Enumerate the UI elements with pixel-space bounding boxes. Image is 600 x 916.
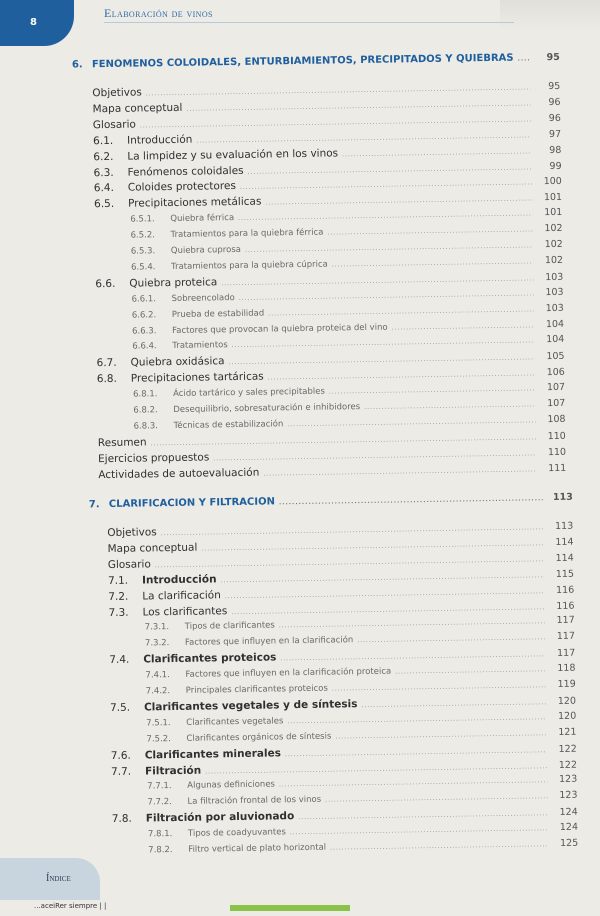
entry-title: Principales clarificantes proteicos — [185, 683, 328, 696]
entry-title: La filtración frontal de los vinos — [187, 795, 322, 808]
entry-title: Filtración por aluvionado — [145, 810, 295, 825]
entry-title: Tratamientos para la quiebra férrica — [170, 227, 324, 241]
toc-subentry[interactable] — [148, 838, 578, 856]
entry-number: 6.2. — [93, 150, 114, 163]
toc-subentry[interactable] — [145, 615, 575, 633]
toc-subentry[interactable] — [147, 774, 577, 792]
toc-subentry[interactable] — [133, 382, 565, 400]
entry-number: 7.3. — [108, 606, 129, 619]
entry-number: 6.6.1. — [131, 293, 157, 305]
entry-number: 7.8.2. — [148, 845, 173, 856]
entry-title: Actividades de autoevaluación — [98, 466, 260, 481]
entry-page: 118 — [557, 662, 576, 675]
leader-dots — [140, 116, 531, 129]
running-header: Elaboración de vinos — [104, 6, 213, 20]
leader-dots — [240, 180, 532, 192]
leader-dots — [361, 699, 546, 709]
entry-title: Desequilibrio, sobresaturación e inhibidores — [173, 402, 361, 415]
entry-title: Tipos de clarificantes — [184, 620, 275, 633]
entry-title: Mapa conceptual — [92, 101, 183, 116]
entry-title: Fenómenos coloidales — [127, 164, 244, 179]
leader-dots — [238, 211, 532, 223]
leader-dots — [225, 588, 544, 600]
leader-dots — [239, 290, 534, 302]
entry-title: Sobreencolado — [171, 292, 235, 304]
entry-number: 6.8.3. — [133, 421, 159, 432]
entry-number: 6.8.2. — [133, 405, 158, 416]
toc-subentry[interactable] — [131, 239, 563, 257]
leader-dots — [280, 651, 545, 662]
entry-title: La clarificación — [142, 588, 221, 603]
toc-subentry[interactable] — [131, 255, 563, 273]
entry-page: 123 — [559, 789, 578, 802]
entry-title: Clarificantes vegetales — [186, 716, 284, 728]
entry-title: Quiebra proteica — [129, 276, 218, 290]
leader-dots — [146, 84, 531, 97]
entry-number: 7.4.2. — [145, 686, 171, 697]
entry-page: 102 — [544, 222, 563, 235]
entry-number: 6.7. — [96, 357, 117, 370]
leader-dots — [329, 385, 535, 395]
entry-title: Quiebra oxidásica — [130, 355, 225, 369]
entry-number: 6.6.4. — [132, 341, 157, 353]
entry-title: Prueba de estabilidad — [171, 308, 265, 320]
leader-dots — [298, 810, 548, 821]
entry-page: 124 — [559, 806, 578, 819]
entry-title: Factores que provocan la quiebra proteica del vino — [172, 322, 388, 336]
leader-dots — [205, 763, 547, 775]
entry-number: 7.2. — [108, 590, 129, 603]
entry-page: 102 — [544, 254, 564, 267]
toc-subentry[interactable] — [134, 414, 566, 432]
entry-title: Glosario — [107, 558, 151, 571]
entry-title: Introducción — [127, 133, 193, 147]
bottom-strip — [230, 905, 350, 911]
entry-number: 6.4. — [93, 182, 115, 195]
entry-page: 97 — [548, 128, 562, 140]
entry-title: Tratamientos para la quiebra cúprica — [171, 259, 328, 272]
entry-number: 6.3. — [93, 166, 114, 179]
entry-number: 7.7. — [110, 765, 132, 778]
entry-page: 121 — [558, 726, 577, 738]
entry-page: 104 — [545, 318, 565, 330]
toc-entry[interactable] — [98, 461, 566, 480]
entry-number: 7.8. — [111, 812, 132, 826]
entry-title: Clarificantes vegetales y de síntesis — [143, 698, 358, 714]
entry-number: 6.5. — [94, 198, 115, 211]
entry-number: 7.5.2. — [146, 733, 171, 745]
entry-title: Quiebra férrica — [170, 213, 235, 225]
entry-number: 7.4.1. — [145, 670, 170, 681]
entry-page: 117 — [556, 631, 576, 643]
entry-title: Factores que influyen en la clarificación — [184, 635, 354, 649]
leader-dots — [287, 417, 535, 428]
leader-dots — [279, 495, 543, 506]
leader-dots — [186, 100, 530, 112]
entry-number: 6.6.3. — [132, 325, 157, 337]
entry-title: Coloides protectores — [127, 180, 236, 195]
leader-dots — [395, 666, 545, 675]
chapter-heading[interactable] — [72, 52, 560, 71]
leader-dots — [265, 196, 532, 207]
entry-title: Clarificantes proteicos — [143, 651, 277, 666]
entry-page: 110 — [547, 430, 566, 442]
leader-dots — [248, 164, 532, 175]
leader-dots — [161, 524, 544, 537]
leader-dots — [392, 322, 535, 331]
entry-title: Algunas definiciones — [187, 779, 276, 792]
leader-dots — [290, 825, 548, 836]
leader-dots — [364, 401, 535, 411]
entry-number: 6.5.2. — [130, 230, 156, 241]
entry-title: Clarificantes minerales — [144, 746, 282, 762]
toc-subentry[interactable] — [131, 223, 563, 241]
leader-dots — [231, 604, 544, 616]
toc-subentry[interactable] — [148, 822, 578, 840]
entry-page: 114 — [555, 552, 574, 564]
entry-page: 105 — [546, 351, 565, 363]
entry-page: 96 — [548, 112, 561, 124]
entry-number: 7.1. — [107, 574, 129, 587]
chapter-heading[interactable] — [89, 492, 573, 511]
chapter-title: FENÓMENOS COLOIDALES, ENTURBIAMIENTOS, PRECIPITADOS Y QUIEBRAS — [91, 52, 514, 71]
entry-number: 6.8.1. — [133, 389, 158, 400]
entry-page: 116 — [556, 584, 575, 596]
entry-number: 7.5.1. — [146, 717, 171, 729]
page-number: 8 — [30, 17, 37, 28]
leader-dots — [287, 714, 546, 725]
leader-dots — [330, 841, 548, 851]
entry-title: Filtración — [144, 764, 202, 777]
entry-title: Los clarificantes — [142, 604, 228, 618]
entry-title: Objetivos — [107, 526, 157, 540]
entry-page: 113 — [555, 520, 574, 533]
toc-subentry[interactable] — [145, 631, 575, 649]
index-tab[interactable] — [0, 858, 100, 900]
chapter-page: 95 — [546, 51, 560, 64]
entry-page: 116 — [556, 600, 575, 612]
entry-page: 108 — [547, 413, 566, 426]
toc-subentry[interactable] — [132, 287, 564, 305]
entry-page: 115 — [555, 568, 575, 580]
entry-number: 6.5.4. — [131, 262, 156, 273]
entry-page: 96 — [548, 96, 561, 108]
leader-dots — [221, 275, 533, 287]
toc-subentry[interactable] — [133, 398, 565, 416]
entry-page: 103 — [545, 286, 564, 298]
entry-page: 119 — [557, 678, 576, 690]
leader-dots — [327, 226, 532, 236]
entry-page: 117 — [557, 647, 576, 660]
entry-page: 114 — [555, 536, 574, 548]
entry-title: Precipitaciones metálicas — [128, 195, 262, 210]
entry-page: 95 — [548, 80, 561, 93]
entry-page: 103 — [545, 302, 564, 314]
entry-page: 111 — [548, 462, 567, 474]
entry-number: 7.3.2. — [144, 638, 170, 649]
toc-subentry[interactable] — [146, 679, 576, 697]
entry-number: 7.7.1. — [147, 781, 172, 792]
leader-dots — [332, 682, 546, 692]
bottom-text: ...aceiRer siempre | | — [34, 902, 107, 910]
entry-title: Ejercicios propuestos — [98, 451, 210, 465]
leader-dots — [357, 634, 545, 644]
toc-subentry[interactable] — [132, 302, 564, 320]
entry-page: 106 — [546, 367, 565, 379]
leader-dots — [325, 793, 547, 803]
leader-dots — [155, 556, 544, 569]
entry-page: 117 — [556, 615, 575, 627]
index-label[interactable]: Índice — [46, 873, 71, 884]
entry-page: 107 — [546, 381, 566, 394]
entry-title: Técnicas de estabilización — [173, 419, 284, 431]
entry-number: 6.1. — [93, 134, 114, 147]
entry-page: 101 — [544, 207, 563, 219]
entry-page: 100 — [543, 176, 562, 188]
leader-dots — [221, 572, 545, 584]
leader-dots — [229, 355, 535, 367]
entry-title: Quiebra cuprosa — [170, 244, 242, 257]
entry-page: 122 — [558, 743, 577, 755]
entry-title: Introducción — [141, 573, 217, 587]
entry-title: La limpidez y su evaluación en los vinos — [127, 146, 339, 163]
leader-dots — [268, 370, 535, 381]
toc-subentry[interactable] — [145, 663, 575, 681]
entry-title: Ácido tartárico y sales precipitables — [173, 386, 325, 400]
leader-dots — [279, 778, 547, 789]
entry-page: 107 — [547, 397, 566, 410]
entry-title: Objetivos — [92, 86, 142, 100]
leader-dots — [335, 730, 546, 740]
entry-title: Mapa conceptual — [107, 541, 198, 555]
leader-dots — [245, 242, 533, 254]
entry-title: Tratamientos — [172, 340, 228, 352]
entry-number: 7.3.1. — [144, 622, 170, 633]
entry-number: 6.5.1. — [130, 214, 155, 225]
entry-title: Glosario — [92, 118, 137, 132]
entry-title: Clarificantes orgánicos de síntesis — [186, 731, 332, 744]
entry-title: Factores que influyen en la clarificación proteica — [185, 666, 392, 680]
entry-number: 7.6. — [110, 749, 131, 762]
toc-subentry[interactable] — [147, 790, 577, 808]
entry-number: 7.8.1. — [147, 829, 173, 840]
leader-dots — [213, 450, 536, 462]
leader-dots — [518, 55, 530, 62]
toc-subentry[interactable] — [146, 710, 576, 728]
leader-dots — [196, 132, 531, 144]
leader-dots — [151, 434, 536, 447]
leader-dots — [332, 258, 533, 268]
entry-page: 122 — [558, 759, 578, 771]
entry-number: 7.4. — [109, 653, 130, 667]
leader-dots — [201, 540, 543, 552]
entry-page: 98 — [549, 144, 562, 156]
entry-page: 104 — [546, 334, 565, 346]
chapter-page: 113 — [552, 491, 573, 504]
entry-number: 6.6.2. — [131, 309, 157, 321]
entry-page: 124 — [559, 821, 579, 834]
toc-subentry[interactable] — [132, 318, 564, 336]
entry-title: Tipos de coadyuvantes — [187, 827, 286, 839]
entry-number: 7.5. — [109, 701, 131, 714]
entry-page: 103 — [545, 271, 564, 283]
entry-page: 120 — [557, 710, 577, 722]
entry-number: 6.6. — [95, 277, 116, 290]
entry-number: 7.7.2. — [147, 797, 172, 808]
entry-page: 123 — [558, 774, 578, 786]
entry-number: 6.8. — [96, 373, 118, 386]
leader-dots — [268, 306, 534, 317]
chapter-number: 6. — [71, 59, 83, 71]
toc-subentry[interactable] — [146, 726, 576, 744]
leader-dots — [232, 338, 535, 350]
leader-dots — [285, 747, 547, 758]
entry-page: 101 — [543, 192, 563, 204]
chapter-number: 7. — [88, 499, 100, 511]
entry-title: Resumen — [97, 436, 147, 449]
entry-page: 99 — [549, 160, 562, 172]
chapter-title: CLARIFICACIÓN Y FILTRACIÓN — [108, 496, 275, 511]
entry-number: 6.5.3. — [130, 246, 156, 257]
entry-title: Precipitaciones tartáricas — [130, 370, 264, 385]
entry-title: Filtro vertical de plato horizontal — [188, 842, 327, 855]
entry-page: 125 — [559, 837, 579, 849]
entry-page: 102 — [544, 238, 563, 251]
toc-subentry[interactable] — [130, 207, 562, 225]
leader-dots — [279, 619, 545, 630]
leader-dots — [342, 148, 531, 158]
entry-page: 120 — [557, 695, 577, 707]
leader-dots — [263, 466, 536, 477]
entry-page: 110 — [547, 446, 567, 458]
toc-subentry[interactable] — [132, 334, 564, 352]
